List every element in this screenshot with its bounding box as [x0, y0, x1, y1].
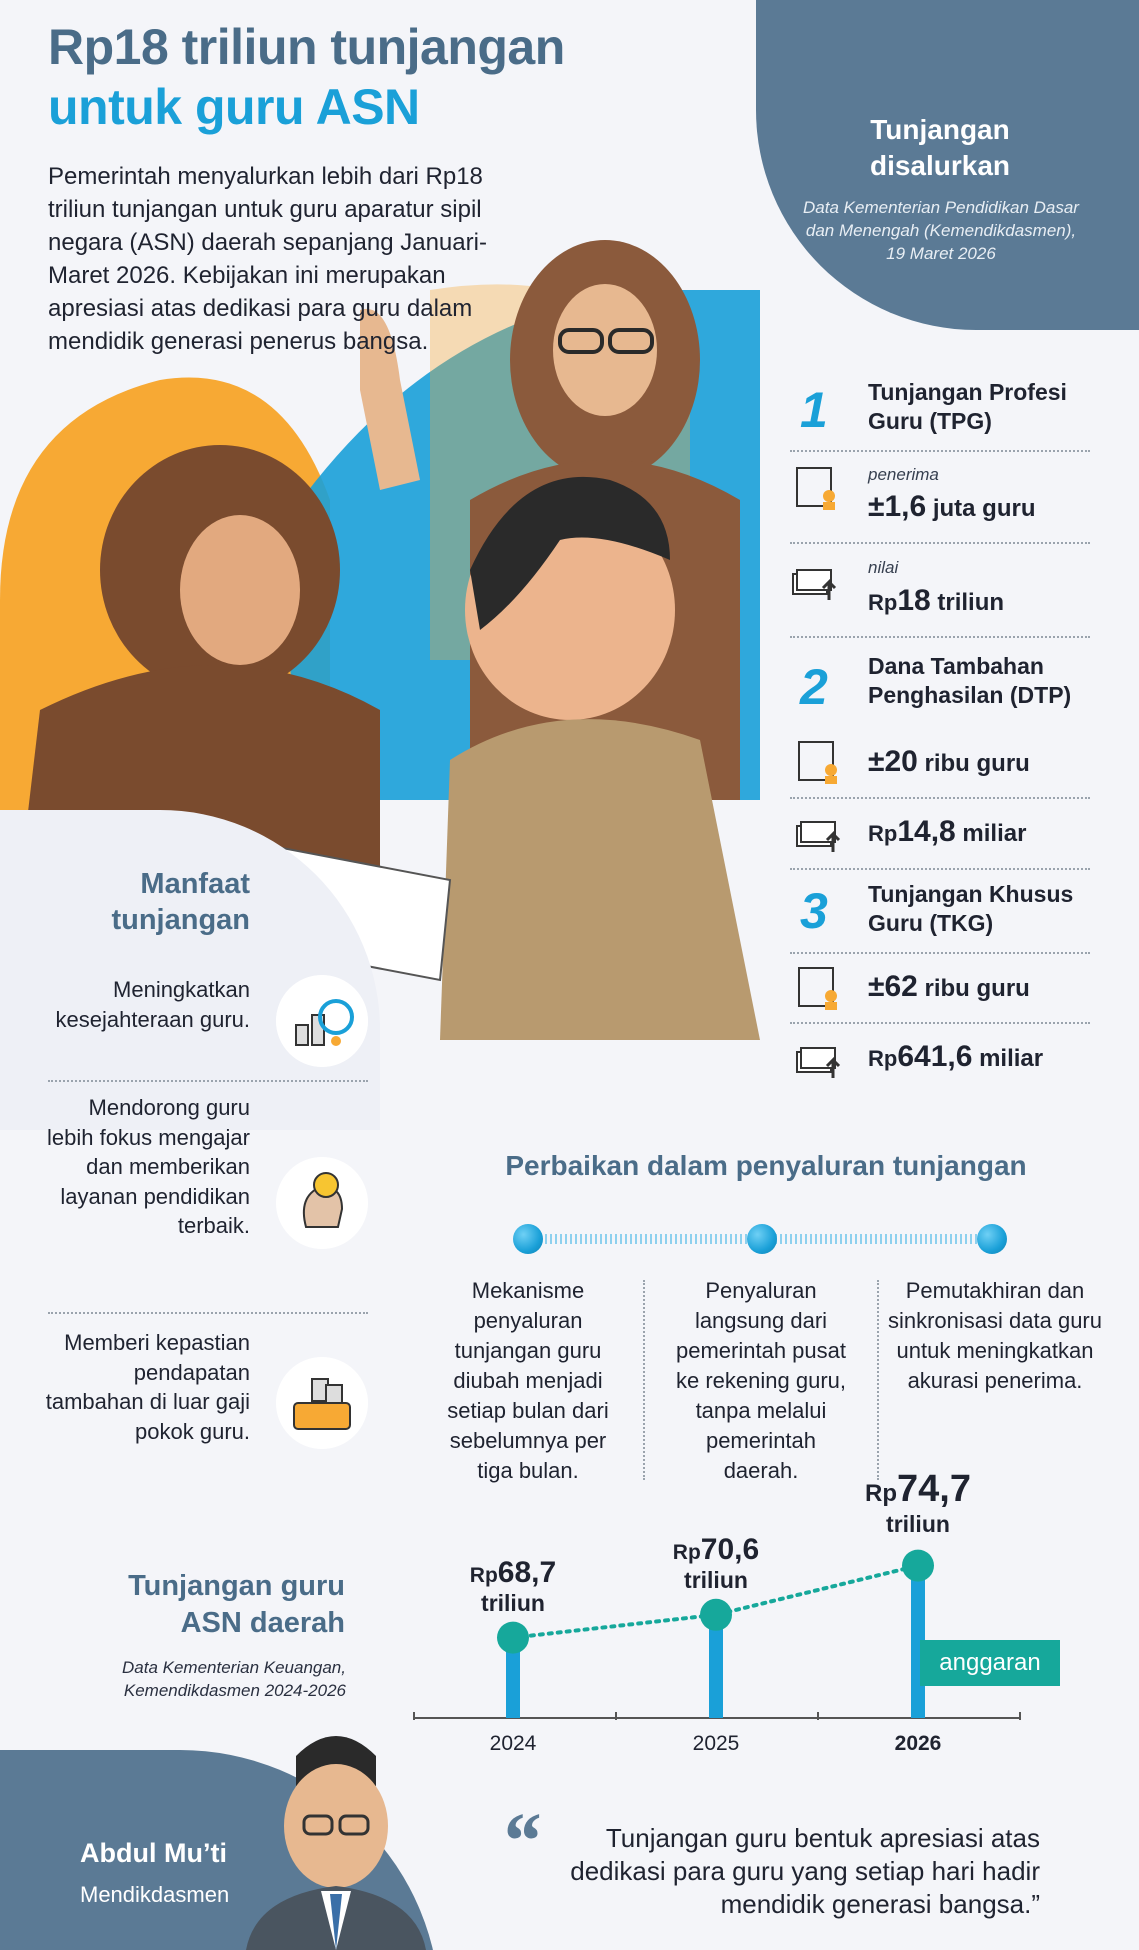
year-label-2025: 2025: [692, 1732, 740, 1755]
item-number: 2: [800, 659, 828, 715]
perbaikan-point: Penyaluran langsung dari pemerintah pusat ke rekening guru, tanpa melalui pemerintah daerah.: [676, 1278, 846, 1483]
value-amount: Rp14,8 miliar: [868, 815, 1027, 848]
manfaat-title: Manfaat tunjangan: [111, 868, 250, 936]
speaker-name: Abdul Mu’ti: [80, 1838, 227, 1868]
divider: [790, 952, 1090, 954]
intro-paragraph: Pemerintah menyalurkan lebih dari Rp18 triliun tunjangan untuk guru aparatur sipil negara (ASN) daerah sepanjang Januari-Maret 2026. Kebijakan ini merupakan apresiasi atas dedikasi para guru dalam mendidik generasi penerus bangsa.: [48, 163, 487, 355]
divider: [790, 542, 1090, 544]
divider: [790, 1022, 1090, 1024]
value-label-2024: Rp68,7 triliun: [469, 1555, 557, 1616]
perbaikan-title: Perbaikan dalam penyaluran tunjangan: [505, 1150, 1027, 1181]
money-arrow-icon: [795, 1038, 845, 1084]
recipient-value: ±62 ribu guru: [868, 970, 1030, 1003]
timeline-dot: [513, 1224, 543, 1254]
divider: [790, 797, 1090, 799]
value-amount: Rp18 triliun: [868, 584, 1005, 617]
item-number: 3: [800, 883, 828, 939]
divider: [643, 1280, 645, 1480]
divider: [790, 636, 1090, 638]
panel-title: Tunjangan disalurkan: [869, 114, 1011, 181]
item-heading: Dana Tambahan Penghasilan (DTP): [868, 653, 1072, 708]
perbaikan-point: Pemutakhiran dan sinkronisasi data guru untuk meningkatkan akurasi penerima.: [887, 1278, 1102, 1393]
item-heading: Tunjangan Khusus Guru (TKG): [868, 881, 1074, 936]
divider: [48, 1080, 368, 1082]
recipient-value: ±20 ribu guru: [868, 745, 1030, 778]
recipient-value: ±1,6 juta guru: [868, 490, 1036, 523]
divider: [790, 868, 1090, 870]
quote-mark-icon: “: [500, 1798, 540, 1886]
quote-text: Tunjangan guru bentuk apresiasi atas dedikasi para guru yang setiap hari hadir mendidik generasi bangsa.”: [570, 1823, 1040, 1919]
lightbulb-head-icon: [276, 1157, 368, 1249]
year-label-2026: 2026: [894, 1732, 942, 1755]
timeline-dot: [977, 1224, 1007, 1254]
coins-chart-icon: [276, 975, 368, 1067]
teacher-board-icon: [793, 466, 843, 512]
wallet-cards-icon: [276, 1357, 368, 1449]
benefit-text: Mendorong guru lebih fokus mengajar dan memberikan layanan pendidikan terbaik.: [46, 1095, 250, 1238]
speaker-role: Mendikdasmen: [80, 1882, 230, 1907]
money-arrow-icon: [791, 560, 841, 606]
headline-line1: Rp18 triliun tunjangan: [48, 19, 565, 75]
divider: [877, 1280, 879, 1480]
data-point-2024: [497, 1622, 529, 1654]
benefit-text: Meningkatkan kesejahteraan guru.: [55, 977, 250, 1032]
data-point-2025: [700, 1599, 732, 1631]
teacher-board-icon: [795, 740, 845, 786]
value-amount: Rp641,6 miliar: [868, 1040, 1044, 1073]
value-label-2025: Rp70,6 triliun: [672, 1532, 760, 1593]
anggaran-badge: anggaran: [920, 1640, 1060, 1686]
item-number: 1: [800, 382, 828, 438]
year-label-2024: 2024: [489, 1732, 537, 1755]
benefit-text: Memberi kepastian pendapatan tambahan di luar gaji pokok guru.: [45, 1330, 250, 1444]
perbaikan-point: Mekanisme penyaluran tunjangan guru diubah menjadi setiap bulan dari sebelumnya per tiga bulan.: [447, 1278, 609, 1483]
recipient-label: penerima: [868, 465, 939, 484]
data-point-2026: [902, 1550, 934, 1582]
timeline-dot: [747, 1224, 777, 1254]
chart-source: Data Kementerian Keuangan, Kemendikdasmen 2024-2026: [122, 1658, 346, 1700]
divider: [48, 1312, 368, 1314]
item-heading: Tunjangan Profesi Guru (TPG): [868, 379, 1067, 434]
panel-source: Data Kementerian Pendidikan Dasar dan Menengah (Kemendikdasmen), 19 Maret 2026: [803, 198, 1079, 263]
money-arrow-icon: [795, 812, 845, 858]
headline-line2: untuk guru ASN: [48, 79, 420, 135]
value-label-2026: Rp74,7 triliun: [865, 1467, 971, 1537]
value-label: nilai: [868, 558, 899, 577]
chart-title: Tunjangan guru ASN daerah: [128, 1570, 345, 1639]
teacher-board-icon: [795, 966, 845, 1012]
divider: [790, 450, 1090, 452]
speaker-portrait: [226, 1726, 446, 1950]
